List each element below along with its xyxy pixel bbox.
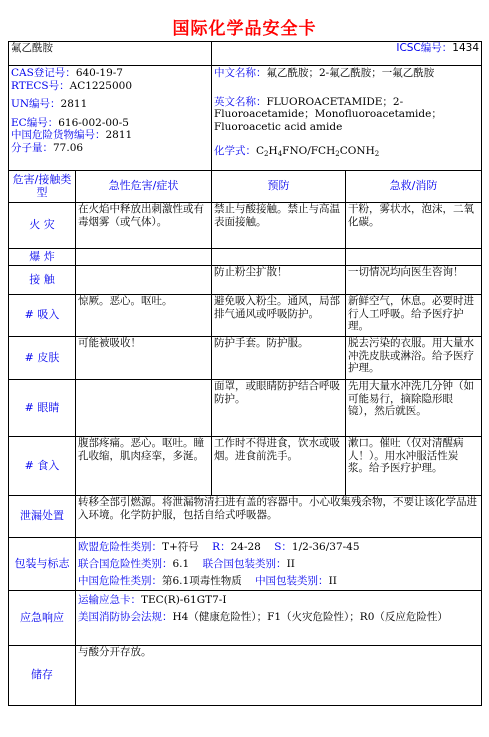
names-cell — [212, 66, 482, 171]
icsc-value: 1434 — [452, 42, 480, 54]
table-row — [9, 249, 482, 266]
r-phrase-label: R： — [212, 541, 231, 553]
table-row — [9, 295, 482, 337]
en-name-label: 英文名称： — [214, 95, 267, 108]
category-spill: 泄漏处置 — [9, 496, 76, 538]
hazard-cell: 惊厥。恶心。呕吐。 — [76, 295, 212, 337]
cas-label: CAS登记号： — [11, 67, 76, 79]
cn-dangerous-goods-value: 2811 — [105, 129, 133, 142]
header-prevention: 预防 — [212, 171, 346, 203]
emergency-row — [9, 591, 482, 646]
r-phrase-value: 24-28 — [230, 541, 261, 553]
storage-text: 与酸分开存放。 — [76, 646, 482, 706]
cn-packing-label: 中国包装类别： — [255, 575, 329, 587]
category-eyes: # 眼睛 — [9, 380, 76, 437]
spill-text: 转移全部引燃源。将泄漏物清扫进有盖的容器中。小心收集残余物，不要让该化学品进入环境。化学防护服，包括自给式呼吸器。 — [76, 496, 482, 538]
first-aid-cell — [346, 249, 482, 266]
header-first-aid: 急救/消防 — [346, 171, 482, 203]
rtecs-value: AC1225000 — [69, 79, 133, 92]
hazard-cell — [76, 249, 212, 266]
category-ingestion: # 食入 — [9, 437, 76, 496]
category-storage: 储存 — [9, 646, 76, 706]
prevention-cell: 工作时不得进食，饮水或吸烟。进食前洗手。 — [212, 437, 346, 496]
s-phrase-label: S： — [274, 541, 292, 553]
prevention-cell: 禁止与酸接触。禁止与高温表面接触。 — [212, 203, 346, 249]
cn-packing-value: II — [328, 575, 337, 587]
header-row — [9, 171, 482, 203]
header-hazard: 急性危害/症状 — [76, 171, 212, 203]
transport-card-value: TEC(R)-61GT7-I — [141, 594, 227, 606]
ec-number-label: EC编号： — [11, 116, 59, 129]
packaging-cell — [76, 538, 482, 591]
prevention-cell: 避免吸入粉尘。通风，局部排气通风或呼吸防护。 — [212, 295, 346, 337]
s-phrase-value: 1/2-36/37-45 — [291, 541, 360, 553]
first-aid-cell: 漱口。催吐（仅对清醒病人！）。用水冲服活性炭浆。给予医疗护理。 — [346, 437, 482, 496]
icsc-number — [212, 42, 482, 66]
category-skin: # 皮肤 — [9, 337, 76, 380]
un-number-value: 2811 — [60, 98, 88, 111]
molecular-weight-value: 77.06 — [53, 141, 84, 154]
table-row — [9, 337, 482, 380]
table-row — [9, 203, 482, 249]
cas-value: 640-19-7 — [75, 67, 123, 79]
identifier-list — [9, 66, 212, 171]
prevention-cell: 防止粉尘扩散！ — [212, 266, 346, 295]
cn-class-label: 中国危险性类别： — [78, 575, 162, 587]
table-row — [9, 437, 482, 496]
category-emergency: 应急响应 — [9, 591, 76, 646]
formula-value: $C_2H_4FNO/FCH_2CONH_2$ — [256, 145, 380, 159]
nfpa-value: H4（健康危险性）；F1（火灾危险性）；R0（反应危险性） — [172, 611, 448, 623]
storage-row — [9, 646, 482, 706]
category-explosion: 爆 炸 — [9, 249, 76, 266]
header-type: 危害/接触类型 — [9, 171, 76, 203]
ec-number-value: 616-002-00-5 — [58, 116, 129, 129]
cn-class-value: 第6.1项毒性物质 — [162, 575, 242, 587]
icsc-label: ICSC编号： — [396, 42, 453, 54]
un-packing-label: 联合国包装类别： — [202, 558, 287, 570]
un-class-value: 6.1 — [172, 558, 190, 570]
table-row — [9, 380, 482, 437]
category-packaging: 包装与标志 — [9, 538, 76, 591]
molecular-weight-label: 分子量： — [11, 141, 53, 154]
en-name-value: FLUOROACETAMIDE；2-Fluoroacetamide；Monofluoroacetamide；Fluoroacetic acid amide — [214, 95, 442, 133]
nfpa-label: 美国消防协会法规： — [78, 611, 173, 623]
hazard-cell: 可能被吸收！ — [76, 337, 212, 380]
transport-card-label: 运输应急卡： — [78, 594, 141, 606]
emergency-cell — [76, 591, 482, 646]
un-packing-value: II — [286, 558, 295, 570]
formula-label: 化学式： — [214, 145, 256, 158]
card-title: 国际化学品安全卡 — [172, 19, 317, 39]
eu-class-label: 欧盟危险性类别： — [78, 541, 162, 553]
category-exposure: 接 触 — [9, 266, 76, 295]
category-inhalation: # 吸入 — [9, 295, 76, 337]
category-fire: 火 灾 — [9, 203, 76, 249]
chemical-name: 氟乙酰胺 — [9, 42, 212, 66]
first-aid-cell: 先用大量水冲洗几分钟（如可能易行，摘除隐形眼镜），然后就医。 — [346, 380, 482, 437]
rtecs-label: RTECS号： — [11, 79, 70, 92]
prevention-cell: 面罩，或眼睛防护结合呼吸防护。 — [212, 380, 346, 437]
prevention-cell: 防护手套。防护服。 — [212, 337, 346, 380]
un-class-label: 联合国危险性类别： — [78, 558, 173, 570]
identifier-row — [9, 66, 482, 171]
cn-name-value: 氟乙酰胺；2-氟乙酰胺；一氟乙酰胺 — [266, 67, 435, 79]
first-aid-cell: 新鲜空气，休息。必要时进行人工呼吸。给予医疗护理。 — [346, 295, 482, 337]
un-number-label: UN编号： — [11, 98, 61, 111]
hazard-cell: 在火焰中释放出刺激性或有毒烟雾（或气体）。 — [76, 203, 212, 249]
first-aid-cell: 干粉，雾状水，泡沫，二氧化碳。 — [346, 203, 482, 249]
safety-card-table — [8, 41, 482, 706]
first-aid-cell: 一切情况均向医生咨询！ — [346, 266, 482, 295]
name-row — [9, 42, 482, 66]
table-row — [9, 266, 482, 295]
hazard-cell — [76, 380, 212, 437]
hazard-cell: 腹部疼痛。恶心。呕吐。瞳孔收缩，肌肉痉挛，多涎。 — [76, 437, 212, 496]
cn-dangerous-goods-label: 中国危险货物编号： — [11, 129, 106, 142]
hazard-cell — [76, 266, 212, 295]
first-aid-cell: 脱去污染的衣服。用大量水冲洗皮肤或淋浴。给予医疗护理。 — [346, 337, 482, 380]
prevention-cell — [212, 249, 346, 266]
eu-class-value: T+符号 — [162, 541, 199, 553]
packaging-row — [9, 538, 482, 591]
spill-row — [9, 496, 482, 538]
cn-name-label: 中文名称： — [214, 67, 267, 79]
